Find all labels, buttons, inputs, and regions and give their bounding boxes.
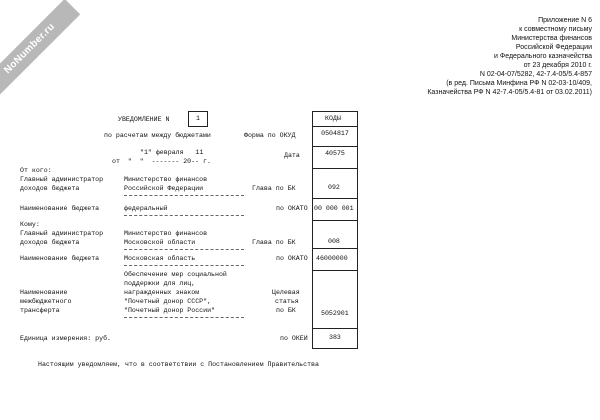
- header-line: Приложение N 6: [538, 17, 592, 24]
- divider: [124, 317, 244, 318]
- date-label: Дата: [284, 152, 300, 159]
- to-admin-label: Главный администратор: [20, 230, 104, 237]
- from-bk-value: 092: [328, 184, 340, 191]
- from-admin-label-2: доходов бюджета: [20, 185, 80, 192]
- date-cell: 40575: [312, 146, 358, 168]
- transfer-line: "Почетный донор России": [124, 307, 216, 314]
- from-okato-value: 00 000 001: [314, 205, 354, 212]
- okud-label: Форма по ОКУД: [244, 132, 296, 139]
- header-line: Министерства финансов: [511, 35, 592, 42]
- date-line: "1" февраля 11: [140, 149, 204, 156]
- from-admin-label: Главный администратор: [20, 176, 104, 183]
- to-budget-label: Наименование бюджета: [20, 255, 100, 262]
- transfer-line: Обеспечение мер социальной: [124, 271, 227, 278]
- transfer-line: награжденных знаком: [124, 289, 200, 296]
- target-label-2: статья: [275, 298, 299, 305]
- okud-cell: 0504817: [312, 126, 358, 146]
- codes-header: КОДЫ: [325, 115, 341, 122]
- header-line: от 23 декабря 2010 г.: [523, 62, 592, 69]
- to-bk-label: Глава по БК: [252, 239, 296, 246]
- transfer-label-2: межбюджетного: [20, 298, 72, 305]
- from-label: От кого:: [20, 167, 52, 174]
- to-admin-value-2: Московской области: [124, 239, 196, 246]
- divider: [124, 195, 244, 196]
- target-cell: [312, 270, 358, 328]
- divider: [124, 265, 244, 266]
- divider: [124, 215, 244, 216]
- target-value: 5052901: [321, 310, 349, 317]
- from-admin-value-2: Российской Федерации: [124, 185, 204, 192]
- transfer-line: "Почетный донор СССР",: [124, 298, 212, 305]
- form-number: 1: [196, 115, 200, 122]
- target-label: Целевая: [272, 289, 300, 296]
- from-budget-label: Наименование бюджета: [20, 205, 100, 212]
- from-budget-value: федеральный: [124, 205, 168, 212]
- from-okato-label: по ОКАТО: [276, 205, 308, 212]
- footer-text: Настоящим уведомляем, что в соответствии с Постановлением Правительства: [38, 361, 319, 368]
- to-bk-value: 008: [328, 238, 340, 245]
- from-admin-value: Министерство финансов: [124, 176, 208, 183]
- date-line-blank: от " " ------- 20-- г.: [112, 158, 211, 165]
- header-line: Российской Федерации: [515, 44, 592, 51]
- target-label-3: по БК: [276, 307, 296, 314]
- from-bk-label: Глава по БК: [252, 185, 296, 192]
- form-subtitle: по расчетам между бюджетами: [104, 132, 211, 139]
- divider: [124, 249, 244, 250]
- header-line: к совместному письму: [519, 26, 592, 33]
- to-okato-value: 46000000: [316, 255, 348, 262]
- transfer-label-3: трансферта: [20, 307, 60, 314]
- header-line: и Федерального казначейства: [494, 53, 592, 60]
- transfer-line: поддержки для лиц,: [124, 280, 196, 287]
- to-budget-value: Московская область: [124, 255, 196, 262]
- header-line: N 02-04-07/5282, 42-7.4-05/5.4-857: [479, 71, 592, 78]
- transfer-label: Наименование: [20, 289, 68, 296]
- header-line: Казначейства РФ N 42-7.4-05/5.4-81 от 03.02.2011): [427, 89, 592, 96]
- okei-value: 383: [329, 334, 341, 341]
- okei-label: по ОКЕИ: [280, 335, 308, 342]
- to-label: Кому:: [20, 221, 40, 228]
- from-bk-cell: [312, 168, 358, 198]
- header-line: (в ред. Письма Минфина РФ N 02-03-10/409,: [446, 80, 592, 87]
- unit-label: Единица измерения: руб.: [20, 335, 112, 342]
- form-number-box: [188, 111, 208, 127]
- form-title: УВЕДОМЛЕНИЕ N: [118, 116, 170, 123]
- to-okato-label: по ОКАТО: [276, 255, 308, 262]
- to-admin-label-2: доходов бюджета: [20, 239, 80, 246]
- to-admin-value: Министерство финансов: [124, 230, 208, 237]
- watermark-ribbon: NoNumber.ru: [0, 0, 80, 99]
